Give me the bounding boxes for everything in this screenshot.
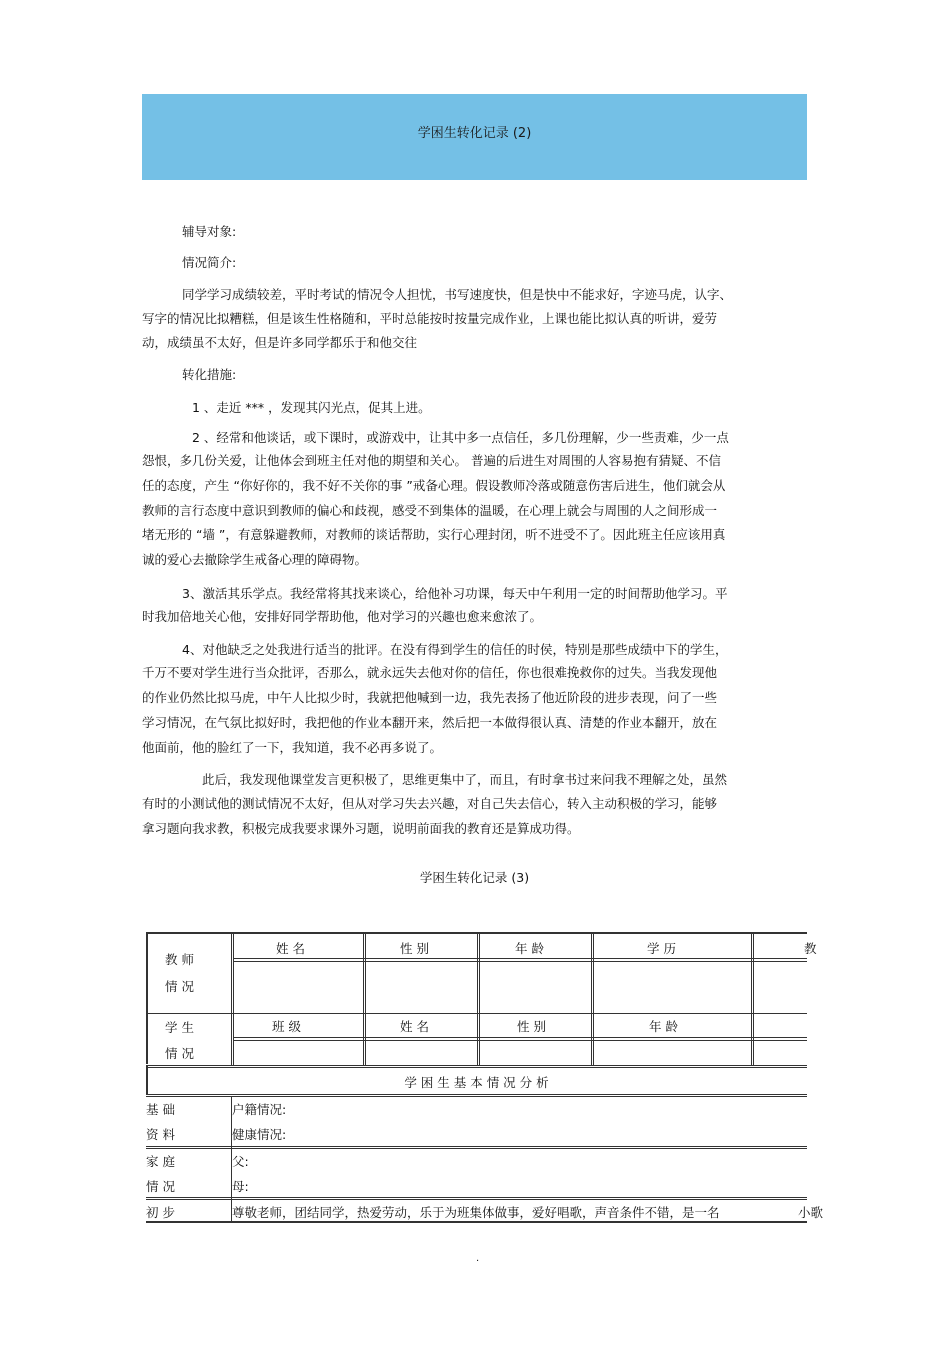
measures-label: 转化措施: (182, 367, 237, 382)
section-title: 学困生转化记录 (3) (419, 870, 530, 885)
teacher-label: 情 况 (165, 979, 194, 994)
teacher-header: 学 历 (647, 941, 676, 956)
intro-line: 动，成绩虽不太好，但是许多同学都乐于和他交往 (142, 335, 418, 350)
measure-2-line: 诚的爱心去撤除学生戒备心理的障碍物。 (142, 552, 368, 567)
measure-4-line: 4、对他缺乏之处我进行适当的批评。在没有得到学生的信任的时侯，特别是那些成绩中下的学生， (182, 642, 728, 657)
measure-4-line: 学习情况，在气氛比拟好时，我把他的作业本翻开来，然后把一本做得很认真、清楚的作业本翻开，放在 (142, 715, 718, 730)
teacher-header: 性 别 (400, 941, 429, 956)
measure-2-line: 教师的言行态度中意识到教师的偏心和歧视，感受不到集体的温暖，在心理上就会与周围的人之间形成一 (142, 503, 718, 518)
measure-4-line: 千万不要对学生进行当众批评，否那么，就永远失去他对你的信任，你也很难挽救你的过失。当我发现他 (142, 665, 718, 680)
basic-label: 基 础 (146, 1102, 175, 1117)
student-header: 性 别 (517, 1019, 546, 1034)
subject-label: 辅导对象: (182, 224, 237, 239)
measure-2-line: 2 、经常和他谈话，或下课时，或游戏中，让其中多一点信任，多几份理解，少一些责难，少一点 (192, 430, 729, 445)
teacher-header: 教 (804, 941, 817, 956)
analysis-title: 学 困 生 基 本 情 况 分 析 (404, 1075, 549, 1090)
intro-label: 情况简介: (182, 255, 237, 270)
teacher-label: 教 师 (165, 952, 194, 967)
measure-3-line: 3、激活其乐学点。我经常将其找来谈心，给他补习功课，每天中午利用一定的时间帮助他学习。平 (182, 586, 728, 601)
intro-line: 写字的情况比拟糟糕，但是该生性格随和，平时总能按时按量完成作业，上课也能比拟认真的听讲，爱劳 (142, 311, 718, 326)
measure-3-line: 时我加倍地关心他，安排好同学帮助他，他对学习的兴趣也愈来愈浓了。 (142, 609, 543, 624)
title-banner (142, 94, 807, 180)
family-row: 母: (232, 1179, 249, 1194)
measure-1: 1 、走近 *** ，发现其闪光点，促其上进。 (192, 400, 431, 415)
family-label: 情 况 (146, 1179, 175, 1194)
basic-row: 户籍情况: (232, 1102, 287, 1117)
family-row: 父: (232, 1154, 249, 1169)
student-header: 班 级 (272, 1019, 301, 1034)
family-label: 家 庭 (146, 1154, 175, 1169)
teacher-header: 年 龄 (515, 941, 544, 956)
student-header: 年 龄 (649, 1019, 678, 1034)
conclusion-line: 此后，我发现他课堂发言更积极了，思维更集中了，而且，有时拿书过来问我不理解之处，虽然 (202, 772, 728, 787)
conclusion-line: 拿习题向我求教，积极完成我要求课外习题，说明前面我的教育还是算成功得。 (142, 821, 580, 836)
conclusion-line: 有时的小测试他的测试情况不太好，但从对学习失去兴趣，对自己失去信心，转入主动积极的学习，能够 (142, 796, 718, 811)
basic-row: 健康情况: (232, 1127, 287, 1142)
initial-text: 尊敬老师，团结同学，热爱劳动，乐于为班集体做事，爱好唱歌，声音条件不错，是一名 (232, 1205, 720, 1220)
measure-4-line: 他面前，他的脸红了一下，我知道，我不必再多说了。 (142, 740, 443, 755)
measure-2-line: 堵无形的 “墙 ”，有意躲避教师，对教师的谈话帮助，实行心理封闭，听不进受不了。因此班主任应该用真 (142, 527, 726, 542)
student-label: 情 况 (165, 1046, 194, 1061)
measure-4-line: 的作业仍然比拟马虎，中午人比拟少时，我就把他喊到一边，我先表扬了他近阶段的进步表现，问了一些 (142, 690, 718, 705)
page-dot: . (476, 1253, 480, 1264)
measure-2-line: 任的态度，产生 “你好你的，我不好不关你的事 ”戒备心理。假设教师冷落或随意伤害后进生，他们就会从 (142, 478, 726, 493)
teacher-header: 姓 名 (276, 941, 305, 956)
basic-label: 资 料 (146, 1127, 175, 1142)
student-header: 姓 名 (400, 1019, 429, 1034)
student-label: 学 生 (165, 1020, 194, 1035)
initial-text-tail: 小歌 (798, 1205, 824, 1220)
measure-2-line: 怨恨，多几份关爱，让他体会到班主任对他的期望和关心。 普遍的后进生对周围的人容易抱有猜疑、不信 (142, 453, 721, 468)
initial-label: 初 步 (146, 1205, 175, 1220)
page-title: 学困生转化记录 (2) (417, 126, 532, 141)
intro-line: 同学学习成绩较差，平时考试的情况令人担忧，书写速度快，但是快中不能求好，字迹马虎，认字、 (182, 287, 733, 302)
